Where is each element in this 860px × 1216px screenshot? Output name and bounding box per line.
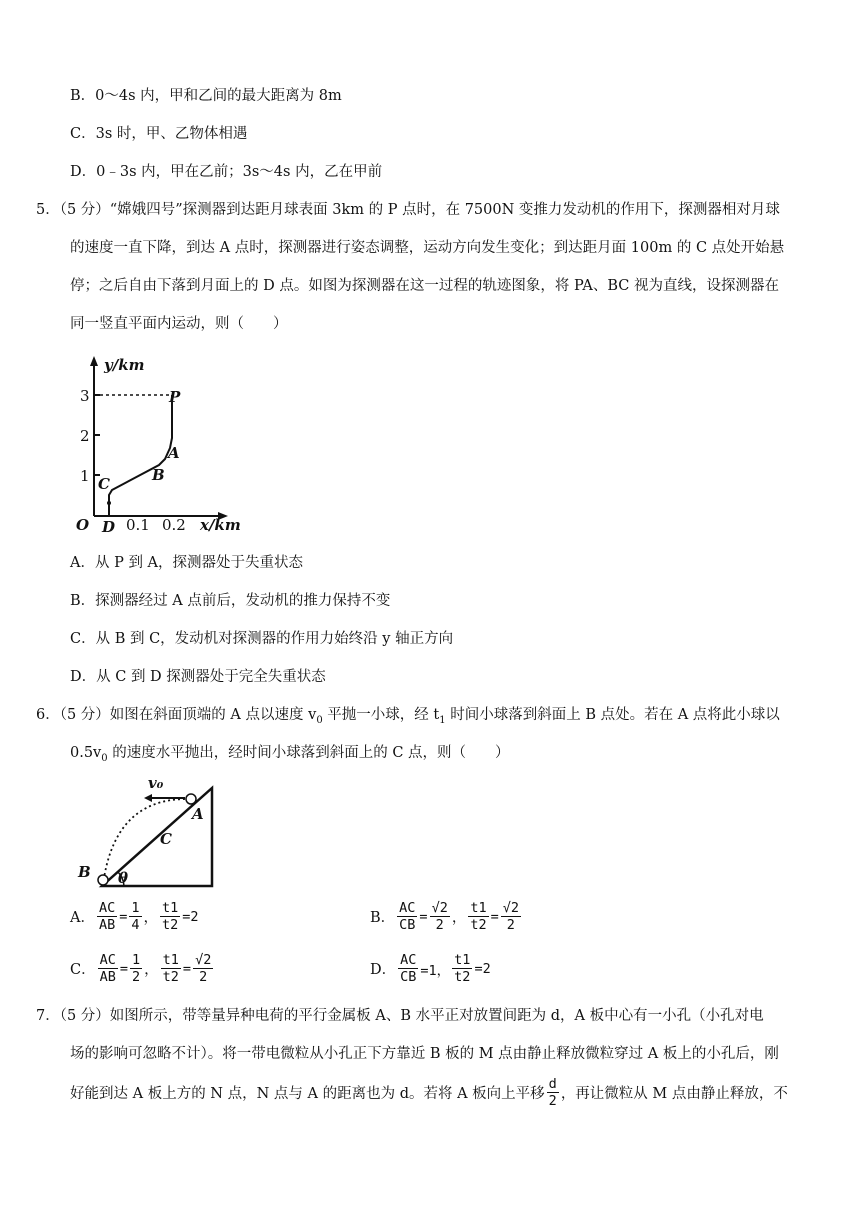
- projectile-dotted-path: [104, 799, 185, 878]
- y-axis-arrow: [90, 356, 98, 366]
- x-axis-label: x/km: [200, 516, 241, 534]
- ball-at-a: [186, 794, 196, 804]
- q5-trajectory-figure: [72, 350, 252, 536]
- q6-option-c: C． $\frac{AC}{AB}$ = $\frac{1}{2}$ ， $\frac{t1}{t2}$ = $\frac{√2}{2}$: [70, 952, 212, 985]
- y-tick-3: 3: [80, 387, 90, 405]
- q5-stem-line3: 停；之后自由下落到月面上的 D 点。如图为探测器在这一过程的轨迹图象，将 PA、BC 视为直线，设探测器在: [70, 278, 779, 294]
- q5-option-b: B．探测器经过 A 点前后，发动机的推力保持不变: [70, 593, 391, 609]
- q7-stem-line1: 7．（5 分）如图所示，带等量异种电荷的平行金属板 A、B 水平正对放置间距为 d，A 板中心有一小孔（小孔对电: [36, 1008, 764, 1024]
- point-c-label: C: [160, 830, 172, 848]
- q6-incline-figure: [72, 770, 222, 894]
- v0-label: v₀: [148, 774, 164, 792]
- q6-option-d: D． $\frac{AC}{CB}$ =1， $\frac{t1}{t2}$ =2: [370, 952, 491, 985]
- q7-stem-line2: 场的影响可忽略不计）。将一带电微粒从小孔正下方靠近 B 板的 M 点由静止释放微粒穿过 A 板上的小孔后，刚: [70, 1046, 779, 1062]
- origin-label: O: [76, 516, 90, 534]
- y-tick-1: 1: [80, 467, 90, 485]
- q5-option-a: A．从 P 到 A，探测器处于失重状态: [70, 555, 304, 571]
- q4-option-d: D．0﹣3s 内，甲在乙前；3s～4s 内，乙在甲前: [70, 164, 383, 180]
- q7-stem-line3: 好能到达 A 板上方的 N 点，N 点与 A 的距离也为 d。若将 A 板向上平移 $\frac{d}{2}$ ，再让微粒从 M 点由静止释放，不: [70, 1076, 788, 1109]
- q5-stem-line1: 5．（5 分）“嫦娥四号”探测器到达距月球表面 3km 的 P 点时，在 7500N 变推力发动机的作用下，探测器相对月球: [36, 202, 780, 218]
- q6-stem-line1: 6．（5 分）如图在斜面顶端的 A 点以速度 $v_0$ 平抛一小球，经 $t_1$ 时间小球落到斜面上 B 点处。若在 A 点将此小球以: [36, 707, 780, 726]
- q4-option-b: B．0～4s 内，甲和乙间的最大距离为 8m: [70, 88, 342, 104]
- q6-option-a: A． $\frac{AC}{AB}$ = $\frac{1}{4}$ ， $\frac{t1}{t2}$ =2: [70, 900, 199, 933]
- x-tick-0-2: 0.2: [162, 516, 186, 534]
- point-c-label: C: [98, 475, 110, 493]
- x-tick-0-1: 0.1: [126, 516, 150, 534]
- q5-stem-line4: 同一竖直平面内运动，则（ ）: [70, 316, 288, 332]
- theta-label: θ: [118, 869, 129, 887]
- y-axis-label: y/km: [104, 356, 145, 374]
- point-p-label: P: [169, 388, 181, 406]
- q5-stem-line2: 的速度一直下降，到达 A 点时，探测器进行姿态调整，运动方向发生变化；到达距月面 100m 的 C 点处开始悬: [70, 240, 785, 256]
- q6-option-b: B． $\frac{AC}{CB}$ = $\frac{√2}{2}$ ， $\frac{t1}{t2}$ = $\frac{√2}{2}$: [370, 900, 519, 933]
- q5-option-d: D．从 C 到 D 探测器处于完全失重状态: [70, 669, 326, 685]
- point-a-label: A: [192, 805, 204, 823]
- ball-at-b: [98, 875, 108, 885]
- q4-option-c: C．3s 时，甲、乙物体相遇: [70, 126, 248, 142]
- point-a-label: A: [168, 444, 180, 462]
- point-d-label: D: [102, 518, 116, 536]
- point-b-label: B: [152, 466, 165, 484]
- trajectory-path: [109, 395, 172, 502]
- y-tick-2: 2: [80, 427, 90, 445]
- point-b-label: B: [78, 863, 91, 881]
- q6-stem-line2: $0.5v_0$ 的速度水平抛出，经时间小球落到斜面上的 C 点，则（ ）: [70, 745, 510, 764]
- q5-option-c: C．从 B 到 C，发动机对探测器的作用力始终沿 y 轴正方向: [70, 631, 454, 647]
